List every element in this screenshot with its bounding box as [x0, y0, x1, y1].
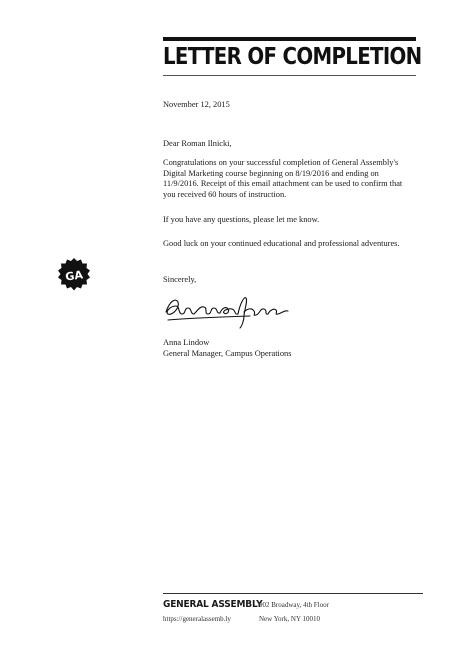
signer-name: Anna Lindow [163, 338, 210, 347]
signer-title: General Manager, Campus Operations [163, 349, 292, 358]
signature-image [160, 290, 295, 332]
footer-brand: GENERAL ASSEMBLY [163, 599, 263, 610]
letter-closing: Sincerely, [163, 275, 197, 284]
footer-url-link[interactable]: https://generalassemb.ly [163, 615, 231, 623]
letter-title: LETTER OF COMPLETION [163, 44, 422, 70]
letter-paragraph-3: Good luck on your continued educational and professional adventures. [163, 239, 400, 248]
footer-rule [163, 593, 423, 594]
top-rule [163, 37, 416, 41]
letter-greeting: Dear Roman Ilnicki, [163, 139, 232, 148]
footer-address-line-2: New York, NY 10010 [259, 615, 320, 623]
title-rule [163, 75, 416, 76]
ga-badge-icon [57, 258, 91, 292]
letter-paragraph-2: If you have any questions, please let me know. [163, 215, 320, 224]
ga-logo-text: GA [64, 268, 84, 284]
letter-paragraph-1: Congratulations on your successful completion of General Assembly's Digital Marketing course beginning on 8/19/2016 and ending on 11/9/2016. Receipt of this email attachment can be used to confirm that you received 60 hours of instruction. [163, 158, 403, 199]
footer-address-line-1: 902 Broadway, 4th Floor [259, 601, 329, 609]
letter-date: November 12, 2015 [163, 100, 230, 109]
